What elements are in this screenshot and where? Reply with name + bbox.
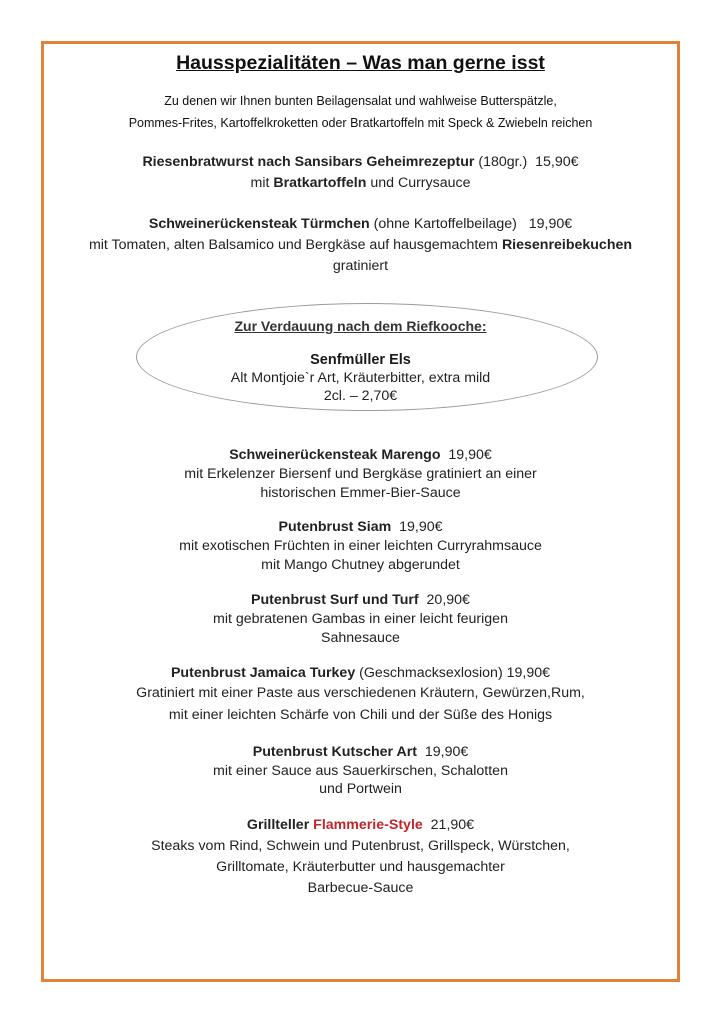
dish-riesenbratwurst xyxy=(44,154,677,170)
dish-name-accent: Flammerie-Style xyxy=(313,817,423,833)
digestif-name: Senfmüller Els xyxy=(310,352,411,368)
dish-price: 19,90€ xyxy=(448,447,492,463)
dish-name: Schweinerückensteak Türmchen xyxy=(148,216,370,232)
dish-price: 19,90€ xyxy=(528,216,573,232)
dish-description: gratiniert xyxy=(332,258,389,274)
dish-price: 21,90€ xyxy=(430,817,475,833)
dish-price: 19,90€ xyxy=(506,665,551,681)
dish-description: und Portwein xyxy=(319,781,402,797)
desc-text: und Currysauce xyxy=(366,175,471,191)
dish-price: 19,90€ xyxy=(399,519,443,535)
dish-description: Steaks vom Rind, Schwein und Putenbrust, Grillspeck, Würstchen, xyxy=(151,838,570,854)
dish-tuermchen xyxy=(44,216,677,232)
dish-price: 19,90€ xyxy=(424,744,469,760)
dish-description: mit einer leichten Schärfe von Chili und der Süße des Honigs xyxy=(168,707,553,723)
dish-name: Grillteller xyxy=(246,817,310,833)
dish-name: Putenbrust Kutscher Art xyxy=(252,744,417,760)
dish-price: 20,90€ xyxy=(426,592,470,608)
dish-note: (180gr.) xyxy=(478,154,528,170)
desc-text: mit xyxy=(250,175,274,191)
dish-description: Sahnesauce xyxy=(321,630,400,646)
dish-description: mit Mango Chutney abgerundet xyxy=(261,557,460,573)
dish-note: (ohne Kartoffelbeilage) xyxy=(373,216,517,232)
dish-description: mit Erkelenzer Biersenf und Bergkäse gratiniert an einer xyxy=(184,466,537,482)
dish-name: Putenbrust Surf und Turf xyxy=(251,592,419,608)
dish-description: Grilltomate, Kräuterbutter und hausgemachter xyxy=(216,859,505,875)
dish-note: (Geschmacksexlosion) xyxy=(359,665,503,681)
dish-marengo xyxy=(44,447,677,463)
dish-description xyxy=(44,175,677,191)
dish-name: Schweinerückensteak Marengo xyxy=(229,447,441,463)
dish-description: mit gebratenen Gambas in einer leicht feurigen xyxy=(213,611,508,627)
digestif-heading: Zur Verdauung nach dem Riefkooche: xyxy=(234,318,487,334)
intro-line-2: Pommes-Frites, Kartoffelkroketten oder Bratkartoffeln mit Speck & Zwiebeln reichen xyxy=(128,116,593,130)
intro-line-1: Zu denen wir Ihnen bunten Beilagensalat und wahlweise Butterspätzle, xyxy=(164,94,557,108)
dish-description: mit exotischen Früchten in einer leichten Curryrahmsauce xyxy=(179,538,542,554)
desc-bold: Bratkartoffeln xyxy=(273,175,367,191)
digestif-price: 2cl. – 2,70€ xyxy=(323,388,398,404)
dish-description: Gratiniert mit einer Paste aus verschiedenen Kräutern, Gewürzen,Rum, xyxy=(136,685,585,701)
digestif-desc: Alt Montjoie`r Art, Kräuterbitter, extra mild xyxy=(230,370,491,386)
dish-grillteller xyxy=(44,817,677,833)
dish-price: 15,90€ xyxy=(535,154,579,170)
dish-description: mit einer Sauce aus Sauerkirschen, Schalotten xyxy=(213,763,508,779)
desc-bold: Riesenreibekuchen xyxy=(501,237,633,253)
menu-frame xyxy=(41,41,680,982)
dish-description: historischen Emmer-Bier-Sauce xyxy=(260,485,461,501)
dish-jamaica-turkey xyxy=(44,665,677,681)
dish-siam xyxy=(44,519,677,535)
dish-surf-turf xyxy=(44,592,677,608)
dish-name: Putenbrust Siam xyxy=(278,519,392,535)
dish-name: Riesenbratwurst nach Sansibars Geheimrezeptur xyxy=(142,154,475,170)
page-title: Hausspezialitäten – Was man gerne isst xyxy=(176,52,545,74)
dish-kutscher-art xyxy=(44,744,677,760)
dish-description: Barbecue-Sauce xyxy=(307,880,414,896)
dish-name: Putenbrust Jamaica Turkey xyxy=(170,665,356,681)
desc-text: mit Tomaten, alten Balsamico und Bergkäse auf hausgemachtem xyxy=(88,237,502,253)
dish-description xyxy=(44,237,677,253)
